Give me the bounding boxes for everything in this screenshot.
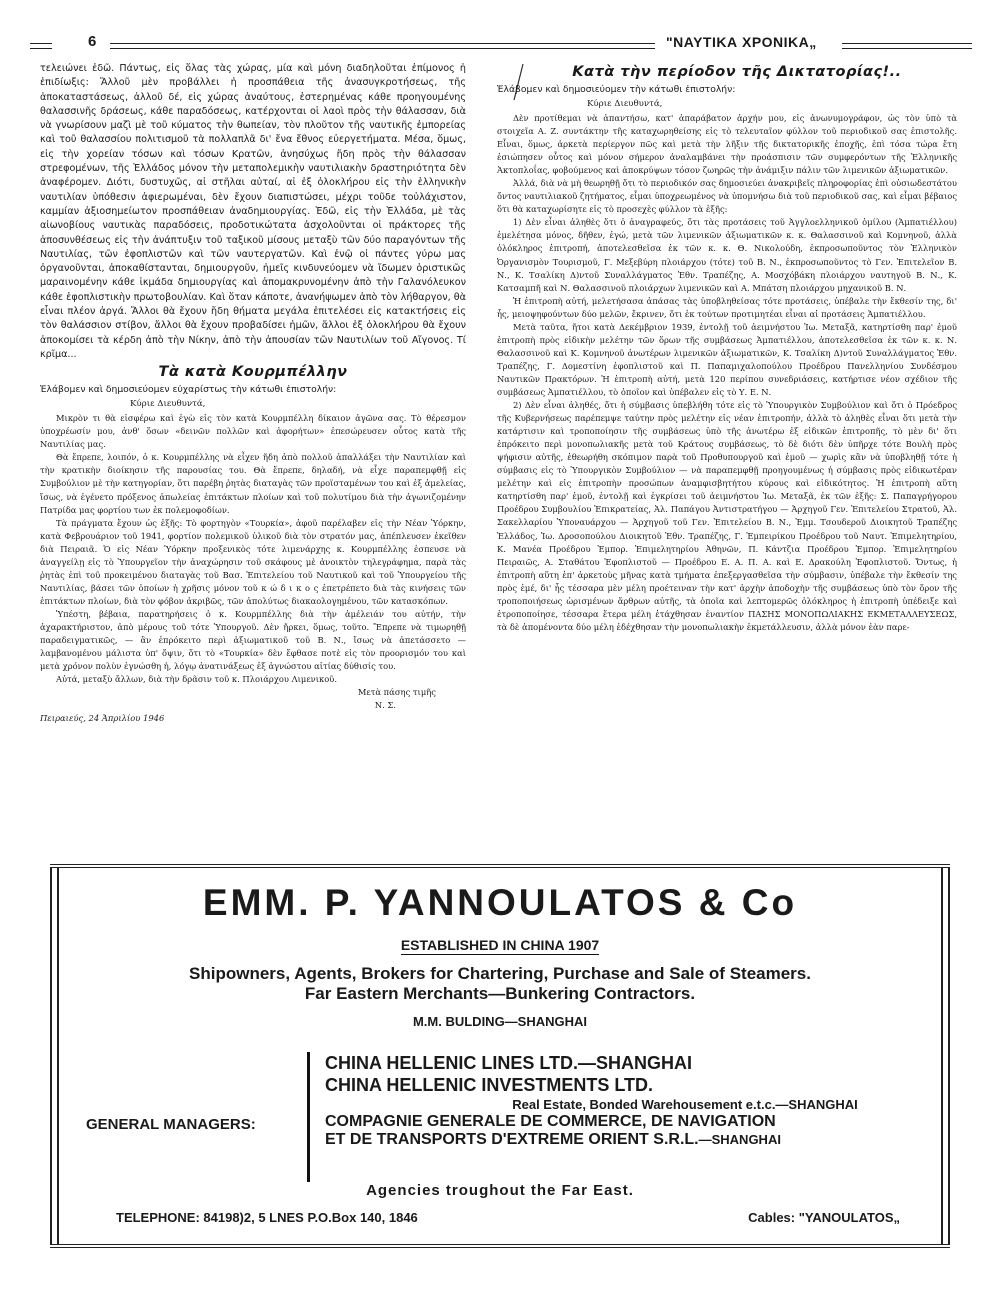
letter-paragraph: Μικρὸν τι θὰ εἰσφέρω καὶ ἐγὼ εἰς τὸν κατὰ Κουρμπέλλη δίκαιον ἀγῶνα σας. Τὸ θέρεσμον ὑποχρέωσίν μου, ἀνθ' ὅσων «δεινῶν πολλῶν καὶ ἀφορήτων» ἐπεσώρευσεν οὗτος κατὰ τῆς Ναυτιλίας μας. bbox=[40, 413, 466, 450]
letter-paragraph: 2) Δὲν εἶναι ἀληθές, ὅτι ἡ σύμβασις ὑπεβλήθη τότε εἰς τὸ Ὑπουργικὸν Συμβούλιον καὶ ὅτι ὁ Πρόεδρος τῆς Κυβερνήσεως παρέπεμψε ταύτην πρὸς μελέτην εἰς νέαν ἐπιτροπήν, ἀλλὰ τὸ ἀληθὲς εἶναι ὅτι μετὰ τὴν κατάρτισιν καὶ τροποποίησιν τῆς συμβάσεως ὑπὸ τῆς ἀνωτέρω ἐξ εἰδικῶν ἐπιτροπῆς, τὸ μὲν δι' ὅτι ἐπρόκειτο περὶ μονοπωλιακῆς μετὰ τοῦ Κράτους συμβάσεως, τὸ δὲ διότι δὲν ὑπῆρχε τότε Βουλὴ πρὸς ψήφισιν αὐτῆς, ἐθεωρήθη σκόπιμον παρὰ τοῦ Προθυπουργοῦ καὶ ἐμοῦ — χωρὶς κἂν νὰ ὑποβληθῇ τότε ἡ σύμβασις εἰς τὸ Ὑπουργικὸν Συμβούλιον — νὰ παραπεμφθῇ προηγουμένως ἡ σύμβασις πρὸς εἰδικωτέραν μελέτην καὶ εἰς ἐπιτροπὴν προσώπων ἀναμφισβητήτου κύρους καὶ εἰδικότητος. Ἡ ἐπιτροπὴ αὕτη κατηρτίσθη παρ' ἐμοῦ, ἐντολῇ καὶ ἐγκρίσει τοῦ ἀειμνήστου Ἰω. Μεταξᾶ, ἐκ τῶν ἑξῆς: Σ. Παπαγρήγορου Προέδρου Συμβουλίου Ἐπικρατείας, Ἀλ. Παπάγου Ἀντιστρατήγου — Ἀρχηγοῦ Γεν. Ἐπιτελείου Στρατοῦ, Ἀλ. Σακελλαρίου Ὑποναυάρχου — Ἀρχηγοῦ τοῦ Γεν. Ἐπιτελείου Β. Ν., Ἐμμ. Τσουδεροῦ Διοικητοῦ Τραπέζης Ἑλλάδος, Ἰω. Δροσοπούλου Διοικητοῦ Ἐθν. Τραπέζης, Γ. Ἐμπειρίκου Προέδρου τοῦ Ναυτ. Ἐπιμελητηρίου, Κ. Μανέα Προέδρου Ἐμπορ. Ἐπιμελητηρίου Ἀθηνῶν, Π. Κάντζια Προέδρου Ἐμπορ. Ἐπιμελητηρίου Πειραιῶς, Α. Σταθάτου Ἐφοπλιστοῦ — Προέδρου Ε. Α. Π. Α. καὶ Ε. Δρακούλη Ἐφοπλιστοῦ. Ὄντως, ἡ ἐπιτροπὴ αὕτη ἐπ' ἀρκετοὺς μῆνας κατὰ τμήματα ἐπεξεργασθεῖσα τὴν σύμβασιν, ὑπέβαλε τὴν ἔκθεσίν της πρὸς ἐμέ, δι' ἧς τέσσαρα μὲν μέλη προέτειναν τὴν κατ' ἀρχὴν ἀποδοχὴν τῆς συμβάσεως ὑπὸ τὸν ὅρον τῆς τροποποιήσεως ὡρισμένων ἄρθρων αὐτῆς, τὰ ὁποῖα καὶ λεπτομερῶς ὁλόκληρος ἡ ἐπιτροπὴ ὑπέδειξε καὶ ἐτροποποίησε, τέσσαρα ἕτερα μέλη ἐτάχθησαν ἐναντίον ΠΑΣΗΣ ΜΟΝΟΠΩΛΙΑΚΗΣ ΕΚΜΕΤΑΛΛΕΥΣΕΩΣ, τὰ δὲ ἀπομένοντα δύο μέλη ἐδέχθησαν τὴν μονοπωλιακὴν ἐκμετάλλευσιν, ἀλλὰ μόνον ἐὰν παρε- bbox=[497, 400, 957, 632]
ad-services: Shipowners, Agents, Brokers for Chartering, Purchase and Sale of Steamers. bbox=[189, 964, 811, 983]
ad-manager: CHINA HELLENIC LINES LTD.—SHANGHAI bbox=[325, 1053, 692, 1073]
letter-dateline: Πειραιεύς, 24 Ἀπριλίου 1946 bbox=[40, 713, 165, 724]
header-rule bbox=[842, 43, 972, 49]
article-heading: Κατὰ τὴν περίοδον τῆς Δικτατορίας!.. bbox=[572, 64, 902, 80]
page-header bbox=[30, 33, 980, 55]
ad-manager: COMPAGNIE GENERALE DE COMMERCE, DE NAVIGATION bbox=[325, 1113, 776, 1130]
ad-manager: ET DE TRANSPORTS D'EXTREME ORIENT S.R.L.—SHANGHAI bbox=[325, 1131, 781, 1148]
letter-salutation: Κύριε Διευθυντά, bbox=[130, 399, 206, 410]
letter-paragraph: 1) Δὲν εἶναι ἀληθὲς ὅτι ὁ ἀναγραφεύς, ὅτι τὰς προτάσεις τοῦ Ἀγγλοελληνικοῦ ὁμίλου (Ἀμπατιέλλου) ἐμελέτησα μόνος, δῆθεν, ἐγώ, μετὰ τῶν λιμενικῶν ἀξιωματικῶν κ. κ. Θαλασσινοῦ καὶ Κομνηνοῦ, ἀλλὰ ὁλόκληρος ἐπιτροπή, ἀποτελεσθεῖσα ἐκ τῶν κ. κ. Θ. Νικολούδη, ἐκπροσωποῦντος τὸν Ἑλληνικὸν Ὀργανισμὸν Τουρισμοῦ, Γ. Μεξεβύρη πλοιάρχου (τότε) τοῦ Β. Ν., ἐκπροσωποῦντος τὸ Γεν. Ἐπιτελεῖον Β. Ν., Κ. Τσαλίκη Δ)ντοῦ Συναλλάγματος Ἐθν. Τραπέζης, Α. Μοσχόβάκη πλοιάρχου ναυτηγοῦ Β. Ν., Κ. Κατσαμπῆ καὶ Ν. Θαλασσινοῦ πλοιάρχων λιμενικῶν καὶ Α. Μπάτση πλοιάρχου μηχανικοῦ Β. Ν. bbox=[497, 217, 957, 293]
ad-manager-detail: Real Estate, Bonded Warehousement e.t.c.—SHANGHAI bbox=[512, 1097, 858, 1112]
article-intro: Ἐλάβομεν καὶ δημοσιεύομεν εὐχαρίστως τὴν κάτωθι ἐπιστολήν: bbox=[40, 384, 337, 396]
letter-paragraph: Ὑπέστη, βέβαια, παρατηρήσεις ὁ κ. Κουρμπέλλης διὰ τὴν ἀμέλειάν του αὐτήν, τὴν ἀχαρακτήριστον, ἀπὸ μέρους τοῦ τότε Ὑπουργοῦ. Δὲν ἤρκει, ὅμως, τοῦτο. Ἔπρεπε νὰ τιμωρηθῇ παραδειγματικῶς, — ἂν ἐπρόκειτο περὶ ἀξιωματικοῦ τοῦ Β. Ν., ἴσως νὰ ἀπετάσσετο — λαμβανομένου μάλιστα ὑπ' ὄψιν, ὅτι τὸ «Τουρκία» δὲν ἔφθασε ποτὲ εἰς τὸν προορισμόν του καὶ μετὰ χρόνον πολὺν ἐγνώσθη ἡ, λόγῳ ἀνατινάξεως ἐξ ἀγνώστου αἰτίας δύθισίς του. bbox=[40, 608, 466, 672]
letter-signature: Ν. Σ. bbox=[374, 700, 396, 711]
header-rule bbox=[110, 43, 655, 49]
ad-services: Far Eastern Merchants—Bunkering Contractors. bbox=[304, 984, 696, 1003]
letter-closing: Μετὰ πάσης τιμῆς bbox=[357, 687, 436, 698]
letter-paragraph: Μετὰ ταῦτα, ἤτοι κατὰ Δεκέμβριον 1939, ἐντολῇ τοῦ ἀειμνήστου Ἰω. Μεταξᾶ, κατηρτίσθη παρ' ἐμοῦ ἐπιτροπὴ πρὸς εἰδικὴν μελέτην τῶν ὅρων τῆς συμβάσεως Ἀμπατιέλλου, ἀποτελεσθεῖσα ἐκ τῶν κ. κ. Ν. Θαλασσινοῦ καὶ Κ. Κομνηνοῦ ἀνωτέρων λιμενικῶν ἀξιωματικῶν, Κ. Τσαλίκη Δ)ντοῦ Συναλλάγματος Ἐθν. Τραπέζης, Γ. Δομεστίνη ἐφοπλιστοῦ καὶ Π. Παπαμιχαλοπούλου Προέδρου Πανελληνίου Συνδέσμου Ναυτικῶν Πρακτόρων. Ἡ ἐπιτροπὴ αὐτή, μετὰ 120 περίπου συνεδριάσεις, κατήρτισε νέον σχέδιον τῆς συμβάσεως Ἀμπατιέλλου, τὸ ὁποῖον καὶ ὑπέβαλεν εἰς τὸ Υ. Ε. Ν. bbox=[497, 321, 957, 397]
page-number: 6 bbox=[88, 33, 97, 50]
ad-company-name: EMM. P. YANNOULATOS & Co bbox=[202, 882, 798, 923]
letter-paragraph: Δὲν προτίθεμαι νὰ ἀπαντήσω, κατ' ἀπαράβατον ἀρχήν μου, εἰς ἀνωνυμογράφον, ὡς τὸν ὑπὸ τὰ στοιχεῖα Α. Ζ. συντάκτην τῆς καταχωρηθείσης εἰς τὸ τελευταῖον φύλλον τοῦ περιοδικοῦ σας ἐπιστολῆς. Εἶναι, ὅμως, ἀρκετὰ περίεργον πῶς καὶ μετὰ τὴν λῆξιν τῆς δικτατορικῆς ἐποχῆς, ἐπὶ τόσα τώρα ἔτη ἐσιώπησεν οὗτος καὶ μόνον σήμερον ἀναλαμβάνει τὴν προάσπισιν τῶν συμφερόντων τῆς Ἑλληνικῆς Ἀκτοπλοΐας, φοβούμενος καὶ ἀποκρύψων τόσον ζωηρῶς τὴν ἀνάμιξιν πάλιν τῶν λιμενικῶν ἀξιωματικῶν. bbox=[497, 113, 957, 176]
letter-paragraph: Αὐτά, μεταξὺ ἄλλων, διὰ τὴν δρᾶσιν τοῦ κ. Πλοιάρχου Λιμενικοῦ. bbox=[56, 674, 337, 685]
ad-cables: Cables: "YANOULATOS„ bbox=[748, 1210, 900, 1225]
letter-paragraph: Θὰ ἔπρεπε, λοιπόν, ὁ κ. Κουρμπέλλης νὰ εἶχεν ἤδη ἀπὸ πολλοῦ ἀπαλλάξει τὴν Ναυτιλίαν καὶ τὴν κρατικὴν διοίκησιν τῆς παρουσίας του. Θὰ ἔπρεπε, δηλαδή, νὰ εἶχε παραπεμφθῇ εἰς Συμβούλιον μὲ τὴν κατηγορίαν, ὅτι παρέβη ῥητὰς διαταγὰς τῶν προϊσταμένων του καὶ ἐξ ἀμελείας, ἴσως, νὰ ἐγένετο πρόξενος ἀπωλείας ἐπιτάκτων πλοίων καὶ τοῦ πολυτίμου διὰ τὴν ἀγωνιζομένην Πατρίδα μας φορτίου των ἐκ πολεμοφοδίων. bbox=[40, 452, 466, 515]
advertisement bbox=[50, 864, 950, 1240]
ad-established: ESTABLISHED IN CHINA 1907 bbox=[400, 937, 600, 953]
left-column bbox=[40, 62, 466, 850]
masthead: "ΝΑΥΤΙΚΑ ΧΡΟΝΙΚΑ„ bbox=[666, 34, 817, 50]
ad-managers-list bbox=[325, 1052, 925, 1149]
brace-bracket bbox=[307, 1052, 320, 1182]
letter-paragraph: Ἀλλά, διὰ νὰ μὴ θεωρηθῇ ὅτι τὸ περιοδικόν σας δημοσιεύει ἀνακριβεῖς πληροφορίας ἐπὶ οὐσιωδεστάτου ὄντος ναυτιλιακοῦ ζητήματος, εἶμαι ὑποχρεωμένος νὰ ὑπομνήσω διὰ τοῦ περιοδικοῦ σας, καὶ εἶμαι βέβαιος ὅτι θὰ καταχωρίσητε εἰς τὸ προσεχὲς φύλλον τὰ ἑξῆς: bbox=[497, 178, 957, 215]
ad-agencies: Agencies troughout the Far East. bbox=[366, 1182, 634, 1199]
article-continuation: τελειώνει ἐδῶ. Πάντως, εἰς ὅλας τὰς χώρας, μία καὶ μόνη διαδηλοῦται ἐπίμονος ἡ ἐπιδίωξις: Ἄλλοῦ μὲν προβάλλει ἡ προσπάθεια τῆς ἀνασυγκροτήσεως, τῆς ἀποκαταστάσεως, ἀλλοῦ δέ, εἰς χώρας ἀναύτους, ἐστερημένας κάθε προηγουμένης θαλασσινῆς δράσεως, κάθε παραδόσεως, κατέρχονται οἱ λαοὶ πρὸς τὴν θάλασσαν, διὰ νὰ γνωρίσουν μαζὶ μὲ τοῦ κύματος τὴν θωπείαν, τὸν πλοῦτον τῆς ναυτικῆς ἐμπορείας καὶ τοῦ θαλασσίου πολιτισμοῦ τὰ πολλαπλᾶ δι' ἔνα ἔθνος εὐεργετήματα. Μέσα, ὅμως, εἰς τὴν χορείαν τόσων καὶ τόσων Κρατῶν, ἀνησύχως ἤδη πρὸς τὴν θάλασσαν στρεφομένων, τῆς Ἑλλάδος μόνον τὴν μεταπολεμικὴν ναυτιλιακὴν δραστηριότητα δὲν ἀναφέρομεν. Διότι, δυστυχῶς, αἱ στῆλαι αὐταί, αἱ ἐξ ὁλοκλήρου εἰς τὴν ἑλληνικὴν ναυτιλίαν ὑπόθεσιν ἀφιερωμέναι, δὲν ἔχουν διαπιστώσει, μέχρι τοῦδε τοὐλάχιστον, καμμίαν ἀξιοσημείωτον προσπάθειαν ἀναδημιουργίας. Ἐδῶ, εἰς τὴν Ἑλλάδα, μὲ τὰς αἰωνοβίους ναυτικὰς παραδόσεις, προδοτικώτατα ἀσχολοῦνται οἱ πράκτορες τῆς ἀποσυνθέσεως εἰς τὴν ἀνάπτυξιν τοῦ ταξικοῦ μίσους μεταξὺ τῶν δύο παραγόντων τῆς Ναυτιλίας, τῶν ἐφοπλιστῶν καὶ τῶν ναυτεργατῶν. Καὶ ἐνῷ οἱ πάντες γύρω μας ὀργανοῦνται, ἀποκαθίστανται, δημιουργοῦν, ἡμεῖς κινδυνεύομεν νὰ ἴδωμεν ὁριστικῶς μαραινομένην κάθε ἰκμάδα δημιουργίας καὶ ἀπομακρυνομένην ἀπὸ τὴν Γαλανόλευκον κάθε ἐφοπλιστικὴν πρωτοβουλίαν. Καὶ ὅταν κάποτε, ἀνανήψωμεν ἀπὸ τὸν λήθαργον, θὰ εἶναι πλέον ἀργά. Ἄλλοι θὰ ἔχουν ἤδη θήματα μεγάλα ἐπιτελέσει εἰς κατακτήσεις εἰς τὸν θαλάσσιον στίβον, ἄλλοι θὰ ἔχουν προβαδίσει ἡμῶν, ἄλλοι ἐξ ὁλοκλήρου θὰ ἔχουν ἀποκομίσει τὰ κέρδη ἀπὸ τὴν Νίκην, ἀπὸ τὴν ἀπουσίαν τῶν Ναυτιλίων τοῦ Αἴγονος. Τί κρῖμα... bbox=[40, 63, 466, 360]
letter-salutation: Κύριε Διευθυντά, bbox=[587, 99, 663, 109]
header-rule bbox=[30, 43, 52, 49]
ad-general-managers-label: GENERAL MANAGERS: bbox=[86, 1116, 256, 1133]
article-heading: Τὰ κατὰ Κουρμπέλλην bbox=[158, 364, 348, 381]
right-column bbox=[497, 62, 957, 850]
letter-paragraph: Τὰ πράγματα ἔχουν ὡς ἑξῆς: Τὸ φορτηγὸν «Τουρκία», ἀφοῦ παρέλαβεν εἰς τὴν Νέαν Ὑόρκην, κατὰ Φεβρουάριον τοῦ 1941, φορτίον πολεμικοῦ ὑλικοῦ διὰ τὸν στρατόν μας, ἀπέπλευσεν ἐκεῖθεν διὰ Πειραιᾶ. Ὁ εἰς Νέαν Ὑόρκην προξενικὸς τότε λιμενάρχης κ. Κουρμπέλλης ἐσπευσε νὰ ἀναγγείλῃ εἰς τὸ Ὑπουργεῖον τὴν ἀναχώρησιν τοῦ σκάφους μὲ ἀνοικτὸν τηλεγράφημα, παρὰ τὰς ῥητὰς ἐπὶ τοῦ προκειμένου διαταγὰς τοῦ Βασ. Ἐπιτελείου τοῦ Ναυτικοῦ καὶ τοῦ Ὑπουργείου τῆς Ναυτιλίας, βάσει τῶν ὁποίων ἡ χρῆσις μόνον τοῦ κ ώ δ ι κ ο ς ἐπετρέπετο διὰ τὰς κινήσεις τῶν ἐπιτάκτων πλοίων, διὰ τὸν φόβον ἀκριβῶς, τῶν ἀπολύτως διακαολογημένου, τῶν κατασκόπων. bbox=[40, 517, 466, 606]
ad-telephone: TELEPHONE: 84198)2, 5 LNES P.O.Box 140, 1846 bbox=[116, 1210, 418, 1225]
letter-paragraph: Ἡ ἐπιτροπὴ αὐτή, μελετήσασα ἁπάσας τὰς ὑποβληθείσας τότε προτάσεις, ὑπέβαλε τὴν ἔκθεσίν της, δι' ἧς, μειοψηφούντων δύο μελῶν, ἔκρινεν, ὅτι ἐκ τούτων προτιμητέαι εἶναι αἱ προτάσεις Ἀμπατιέλλου. bbox=[497, 295, 957, 319]
article-intro: Ἐλάβομεν καὶ δημοσιεύομεν τὴν κάτωθι ἐπιστολήν: bbox=[497, 84, 736, 95]
ad-manager: CHINA HELLENIC INVESTMENTS LTD. bbox=[325, 1075, 653, 1095]
ad-building: M.M. BULDING—SHANGHAI bbox=[412, 1014, 588, 1029]
